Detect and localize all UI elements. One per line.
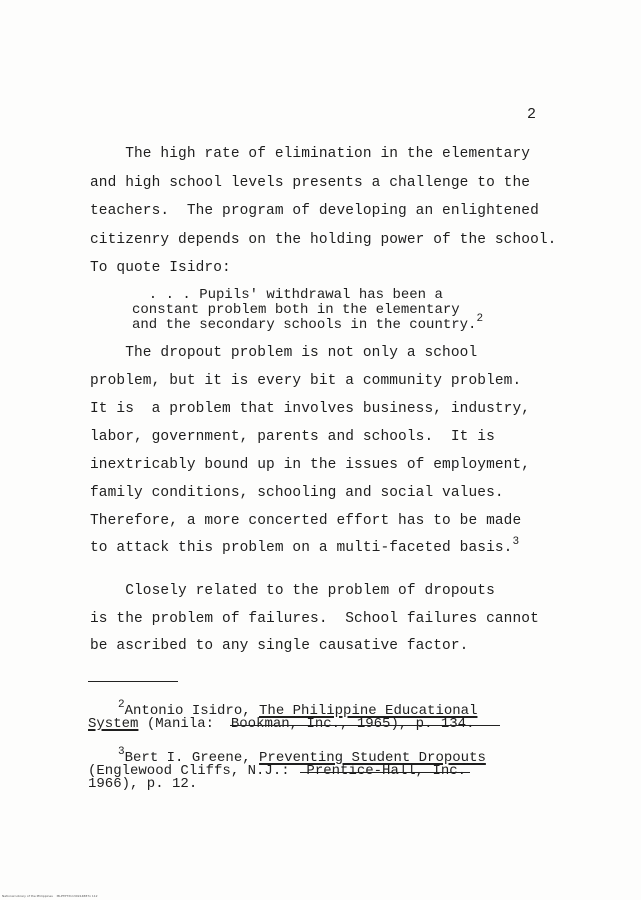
paragraph-2-line: The dropout problem is not only a school (90, 345, 478, 361)
paragraph-2-line (90, 536, 520, 556)
paragraph-1-line: citizenry depends on the holding power of the school. (90, 232, 557, 248)
page-number: 2 (527, 106, 537, 123)
footnote-2-mark: 2 (118, 699, 125, 711)
footnote-3-title: Preventing Student Dropouts (259, 750, 486, 766)
paragraph-1-line: teachers. The program of developing an enlightened (90, 203, 539, 219)
paragraph-2-line: inextricably bound up in the issues of employment, (90, 457, 531, 473)
paragraph-3-line: be ascribed to any single causative factor. (90, 638, 469, 654)
paragraph-2-line: It is a problem that involves business, industry, (90, 401, 531, 417)
footnote-3-author: Bert I. Greene, (124, 750, 260, 766)
paragraph-1-line: The high rate of elimination in the elementary (90, 146, 531, 162)
block-quote-line (132, 313, 484, 334)
footnote-2-author: Antonio Isidro, (124, 703, 260, 719)
footnote-2-line-2 (88, 716, 474, 732)
scan-footer: National Library of the Philippines MLPTPT31134914887x 112 (2, 894, 98, 898)
paragraph-2-line: labor, government, parents and schools. It is (90, 429, 495, 445)
footnote-ref-3: 3 (512, 536, 520, 548)
block-quote-line: . . . Pupils' withdrawal has been a (132, 287, 443, 303)
footnote-ref-2: 2 (476, 313, 484, 325)
block-quote-text: and the secondary schools in the country. (132, 317, 477, 333)
paragraph-2-text: to attack this problem on a multi-faceted basis. (90, 540, 513, 556)
overstrike-line (230, 725, 500, 726)
footnote-separator (88, 681, 178, 682)
footnote-2-title-cont: System (88, 716, 139, 732)
paragraph-3-line: is the problem of failures. School failures cannot (90, 611, 539, 627)
paragraph-2-line: family conditions, schooling and social values. (90, 485, 504, 501)
paragraph-1-line: and high school levels presents a challenge to the (90, 175, 531, 191)
paragraph-2-line: Therefore, a more concerted effort has to be made (90, 513, 522, 529)
paragraph-1-line: To quote Isidro: (90, 260, 231, 276)
footnote-3-line-2: (Englewood Cliffs, N.J.: Prentice-Hall, Inc. (88, 763, 467, 779)
paragraph-3-line: Closely related to the problem of dropouts (90, 583, 495, 599)
footnote-3-mark: 3 (118, 746, 125, 758)
footnote-3-line-3: 1966), p. 12. (88, 776, 198, 792)
overstrike-line (300, 772, 470, 773)
paragraph-2-line: problem, but it is every bit a community problem. (90, 373, 522, 389)
footnote-2-publication: (Manila: Bookman, Inc., 1965), p. 134. (138, 716, 475, 732)
footnote-2-title: The Philippine Educational (259, 703, 478, 719)
block-quote-line: constant problem both in the elementary (132, 302, 460, 318)
